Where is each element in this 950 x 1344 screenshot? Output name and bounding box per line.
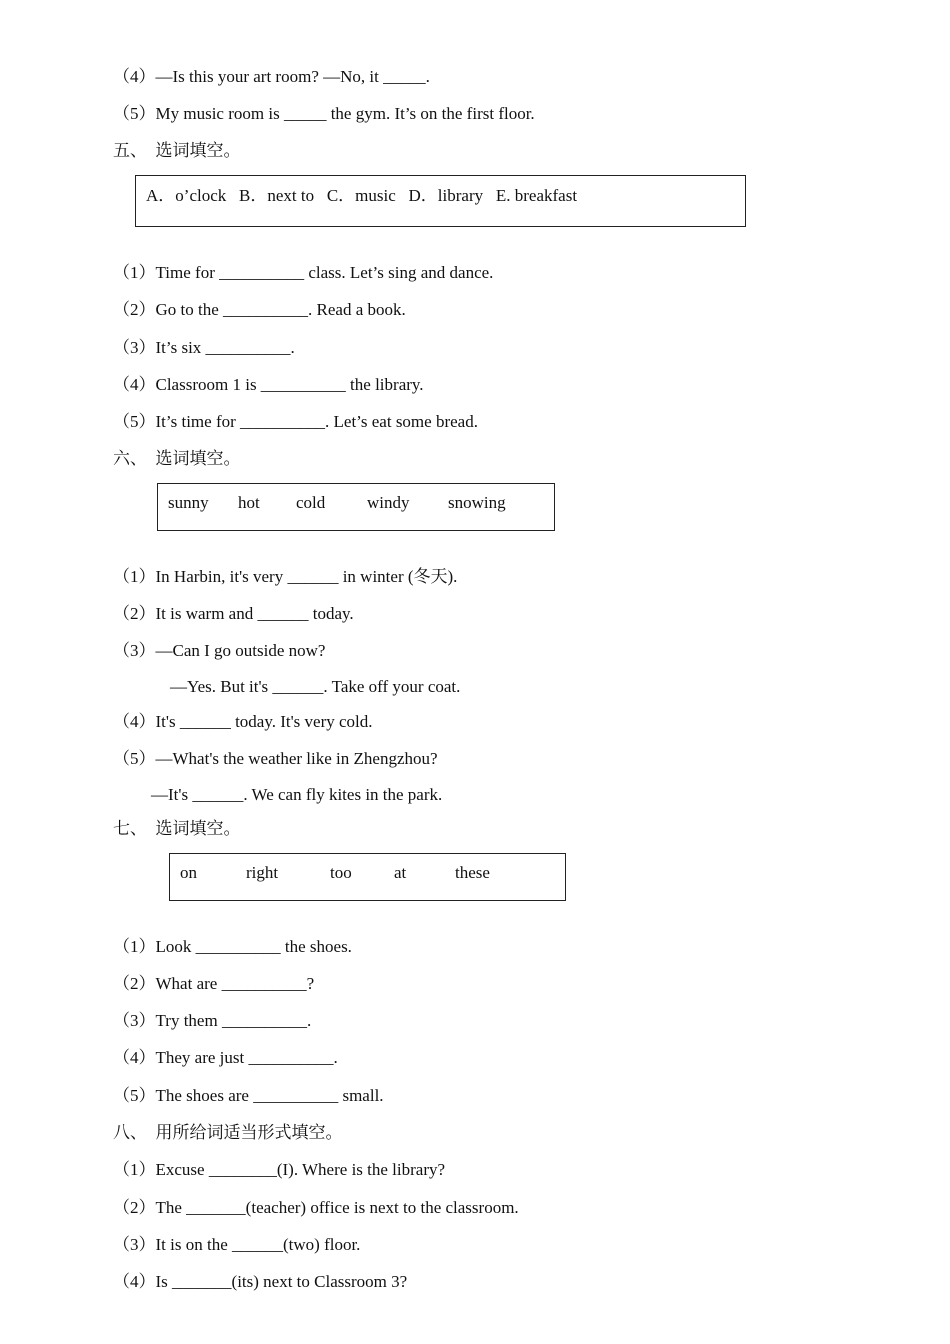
question-item: （3）It is on the ______(two) floor. <box>113 1235 361 1254</box>
question-item: （5）My music room is _____ the gym. It’s on the first floor. <box>113 104 535 123</box>
question-item: （4）It's ______ today. It's very cold. <box>113 712 373 731</box>
word-bank-box <box>135 175 746 227</box>
section-heading: 五、 选词填空。 <box>113 141 241 160</box>
question-item: （4）Classroom 1 is __________ the library. <box>113 375 424 394</box>
question-item: （3）—Can I go outside now? <box>113 641 326 660</box>
question-item: （5）The shoes are __________ small. <box>113 1086 384 1105</box>
question-item: （5）—What's the weather like in Zhengzhou? <box>113 749 438 768</box>
section-heading: 七、 选词填空。 <box>113 819 241 838</box>
question-item: （5）It’s time for __________. Let’s eat some bread. <box>113 412 478 431</box>
question-item: （4）They are just __________. <box>113 1048 338 1067</box>
question-item: （1）Look __________ the shoes. <box>113 937 352 956</box>
word-bank-option: on <box>180 863 197 882</box>
question-item: （4）Is _______(its) next to Classroom 3? <box>113 1272 408 1291</box>
section-heading: 六、 选词填空。 <box>113 449 241 468</box>
word-bank-option: snowing <box>448 493 506 512</box>
word-bank-option: sunny <box>168 493 209 512</box>
section-heading: 八、 用所给词适当形式填空。 <box>113 1123 343 1142</box>
question-item: （3）Try them __________. <box>113 1011 312 1030</box>
question-item: （2）Go to the __________. Read a book. <box>113 300 406 319</box>
question-item-answer-line: —Yes. But it's ______. Take off your coat. <box>170 677 461 696</box>
word-bank-options: A．o’clock B．next to C．music D．library E. breakfast <box>146 186 578 205</box>
question-item: （2）What are __________? <box>113 974 315 993</box>
word-bank-option: these <box>455 863 490 882</box>
question-item-answer-line: —It's ______. We can fly kites in the park. <box>151 785 443 804</box>
question-item: （1）Excuse ________(I). Where is the library? <box>113 1160 446 1179</box>
question-item: （1）In Harbin, it's very ______ in winter (冬天). <box>113 567 458 586</box>
word-bank-option: cold <box>296 493 326 512</box>
question-item: （3）It’s six __________. <box>113 338 295 357</box>
word-bank-option: at <box>394 863 407 882</box>
question-item: （4）—Is this your art room? —No, it _____. <box>113 67 430 86</box>
question-item: （1）Time for __________ class. Let’s sing and dance. <box>113 263 494 282</box>
word-bank-option: right <box>246 863 279 882</box>
word-bank-option: windy <box>367 493 410 512</box>
word-bank-option: hot <box>238 493 260 512</box>
word-bank-box <box>157 483 555 531</box>
word-bank-box <box>169 853 566 901</box>
question-item: （2）The _______(teacher) office is next to the classroom. <box>113 1198 519 1217</box>
question-item: （2）It is warm and ______ today. <box>113 604 354 623</box>
word-bank-option: too <box>330 863 352 882</box>
